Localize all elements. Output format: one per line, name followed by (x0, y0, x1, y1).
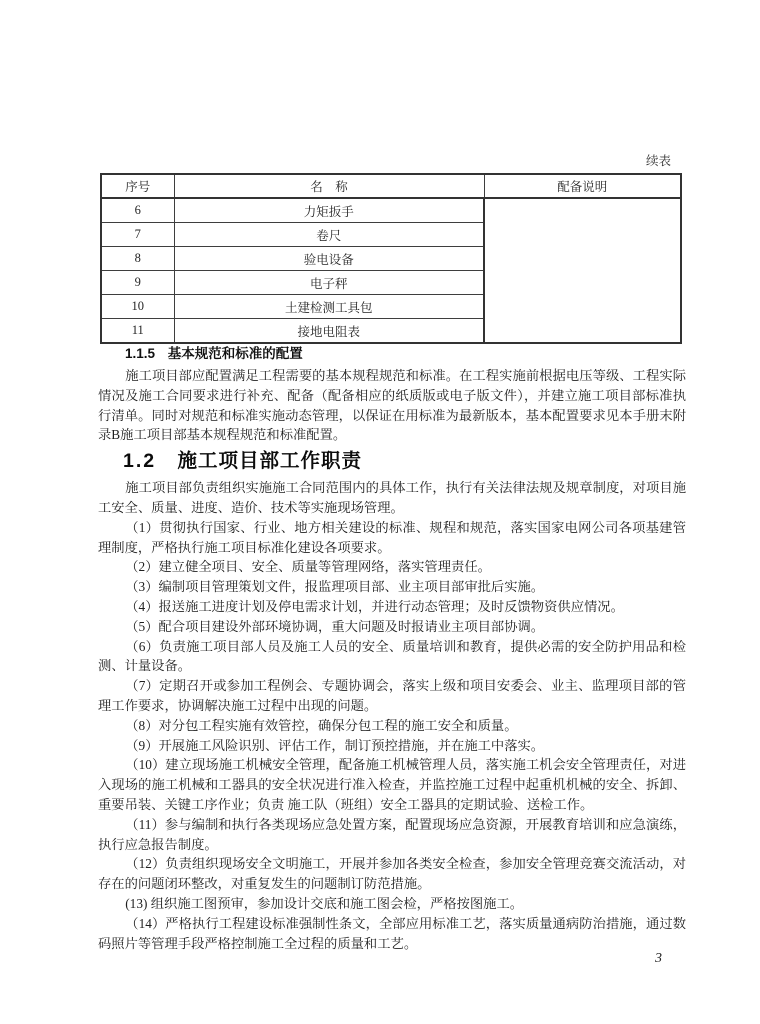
cell-name: 验电设备 (174, 247, 484, 271)
duty-item: （14）严格执行工程建设标准强制性条文，全部应用标准工艺，落实质量通病防治措施，通过数码照片等管理手段严格控制施工全过程的质量和工艺。 (98, 915, 686, 951)
column-header-serial: 序号 (101, 174, 174, 198)
section-heading-1-2 (98, 450, 686, 473)
duty-item: （1）贯彻执行国家、行业、地方相关建设的标准、规程和规范，落实国家电网公司各项基建管理制度，严格执行施工项目标准化建设各项要求。 (98, 519, 686, 555)
cell-name: 卷尺 (174, 223, 484, 247)
duty-item: (13) 组织施工图预审，参加设计交底和施工图会检，严格按图施工。 (125, 895, 524, 911)
cell-name: 电子秤 (174, 271, 484, 295)
cell-name: 力矩扳手 (174, 198, 484, 223)
column-header-note: 配备说明 (484, 174, 681, 198)
section-title: 施工项目部工作职责 (177, 450, 363, 473)
duty-item: （10）建立现场施工机械安全管理，配备施工机械管理人员，落实施工机会安全管理责任，对进入现场的施工机械和工器具的安全状况进行准入检查，并监控施工过程中起重机机械的安全、拆卸、重要吊装、关键工序作业；负责 施工队（班组）安全工器具的定期试验、送检工作。 (98, 757, 686, 812)
duty-item: （11）参与编制和执行各类现场应急处置方案，配置现场应急资源，开展教育培训和应急演练，执行应急报告制度。 (98, 816, 686, 852)
cell-serial: 11 (101, 319, 174, 344)
duty-item: （7）定期召开或参加工程例会、专题协调会，落实上级和项目安委会、业主、监理项目部的管理工作要求，协调解决施工过程中出现的问题。 (98, 678, 686, 713)
cell-serial: 8 (101, 247, 174, 271)
paragraph-standards-config: 施工项目部应配置满足工程需要的基本规程规范和标准。在工程实施前根据电压等级、工程实际情况及施工合同要求进行补充、配备（配备相应的纸质版或电子版文件），并建立施工项目部标准执行清单。同时对规范和标准实施动态管理，以保证在用标准为最新版本，基本配置要求见本手册末附录B施工项目部基本规程规范和标准配置。 (98, 368, 686, 443)
duty-item: （3）编制项目管理策划文件，报监理项目部、业主项目部审批后实施。 (125, 579, 545, 595)
cell-name: 土建检测工具包 (174, 295, 484, 319)
cell-serial: 6 (101, 198, 174, 223)
cell-serial: 9 (101, 271, 174, 295)
column-header-name: 名 称 (174, 174, 484, 198)
continued-table-label: 续表 (645, 154, 671, 168)
cell-serial: 10 (101, 295, 174, 319)
section-number: 1.2 (123, 450, 157, 473)
cell-note-merged (484, 198, 681, 343)
duty-item: （12）负责组织现场安全文明施工，开展并参加各类安全检查，参加安全管理竞赛交流活动，对存在的问题闭环整改，对重复发生的问题制订防范措施。 (98, 856, 686, 892)
paragraph-duties-intro: 施工项目部负责组织实施施工合同范围内的具体工作，执行有关法律法规及规章制度，对项目施工安全、质量、进度、造价、技术等实施现场管理。 (98, 480, 686, 515)
duty-item: （4）报送施工进度计划及停电需求计划，并进行动态管理；及时反馈物资供应情况。 (125, 598, 624, 614)
cell-serial: 7 (101, 223, 174, 247)
duty-list (98, 518, 686, 954)
equipment-table (100, 173, 682, 344)
duty-item: （5）配合项目建设外部环境协调，重大问题及时报请业主项目部协调。 (125, 618, 545, 634)
section-heading-1-1-5 (98, 345, 686, 362)
section-title: 基本规范和标准的配置 (167, 346, 303, 361)
section-number: 1.1.5 (125, 346, 156, 361)
document-content (98, 345, 686, 953)
duty-item: （2）建立健全项目、安全、质量等管理网络，落实管理责任。 (125, 559, 491, 575)
page-number: 3 (655, 951, 662, 966)
cell-name: 接地电阻表 (174, 319, 484, 344)
duty-item: （6）负责施工项目部人员及施工人员的安全、质量培训和教育，提供必需的安全防护用品和检测、计量设备。 (98, 638, 686, 674)
duty-item: （9）开展施工风险识别、评估工作，制订预控措施，并在施工中落实。 (125, 737, 545, 753)
table-header-row (101, 174, 681, 198)
duty-item: （8）对分包工程实施有效管控，确保分包工程的施工安全和质量。 (125, 717, 518, 733)
table-row (101, 198, 681, 223)
